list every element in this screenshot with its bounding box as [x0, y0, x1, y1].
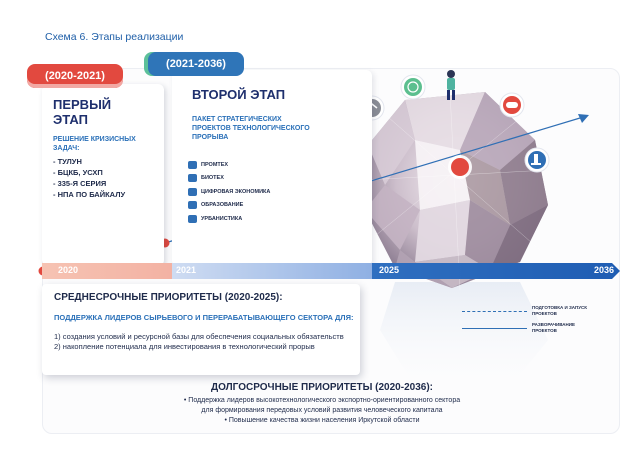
timeline-segment-second [172, 263, 372, 279]
longterm-list [0, 396, 644, 426]
bio-icon [188, 174, 197, 182]
figure-caption: Схема 6. Этапы реализации [45, 31, 184, 43]
year-label-2025: 2025 [379, 265, 400, 275]
year-label-2036: 2036 [594, 265, 615, 275]
legend-dashed-label: ПОДГОТОВКА И ЗАПУСК ПРОЕКТОВ [532, 305, 588, 316]
midterm-title: СРЕДНЕСРОЧНЫЕ ПРИОРИТЕТЫ (2020-2025): [54, 292, 283, 303]
list-item [188, 199, 270, 213]
stage2-list [188, 158, 270, 226]
stage2-badge: (2021-2036) [148, 52, 244, 76]
list-item: - БЦКБ, УСХП [53, 168, 103, 177]
list-item: - ТУЛУН [53, 157, 82, 166]
list-item [188, 172, 270, 186]
list-item [188, 185, 270, 199]
stage1-subtitle: РЕШЕНИЕ КРИЗИСНЫХ ЗАДАЧ: [53, 136, 136, 152]
list-item [188, 158, 270, 172]
list-item [188, 212, 270, 226]
year-label-2021: 2021 [176, 265, 197, 275]
list-item-label: ОБРАЗОВАНИЕ [201, 202, 244, 209]
legend-solid-label: РАЗВОРАЧИВАНИЕ ПРОЕКТОВ [532, 322, 575, 333]
list-item: • Поддержка лидеров высокотехнологического экспортно-ориентированного сектора [183, 397, 461, 404]
list-item-label: БИОТЕХ [201, 175, 224, 182]
stage1-title-line2: ЭТАП [53, 112, 88, 127]
polyhedron-icon [365, 92, 548, 290]
list-item: 1) создания условий и ресурсной базы для обеспечения социальных обязательств [54, 332, 344, 341]
stage1-title [53, 97, 153, 127]
legend-dashed-line [462, 311, 527, 312]
list-item: для формирования передовых условий развития человеческого капитала [201, 407, 443, 414]
midterm-list [54, 332, 354, 352]
education-icon [188, 201, 197, 209]
stage1-badge: (2020-2021) [27, 64, 123, 88]
list-item-label: УРБАНИСТИКА [201, 215, 243, 222]
city-icon [188, 215, 197, 223]
digital-icon [188, 188, 197, 196]
list-item: - НПА ПО БАЙКАЛУ [53, 190, 126, 199]
stage1-list [53, 156, 125, 200]
list-item-label: ЦИФРОВАЯ ЭКОНОМИКА [201, 188, 271, 195]
globe-icon [401, 75, 425, 99]
stage2-subtitle: ПАКЕТ СТРАТЕГИЧЕСКИХ ПРОЕКТОВ ТЕХНОЛОГИЧЕСКОГО ПРОРЫВА [192, 116, 310, 141]
midterm-subtitle: ПОДДЕРЖКА ЛИДЕРОВ СЫРЬЕВОГО И ПЕРЕРАБАТЫВАЮЩЕГО СЕКТОРА ДЛЯ: [54, 313, 354, 322]
stage2-title: ВТОРОЙ ЭТАП [192, 87, 286, 102]
year-label-2020: 2020 [58, 265, 79, 275]
list-item: 2) накопление потенциала для инвестирования в технологический прорыв [54, 341, 315, 351]
stage1-title-line1: ПЕРВЫЙ [53, 97, 112, 112]
list-item: - 335-Я СЕРИЯ [53, 179, 107, 188]
factory-icon [188, 161, 197, 169]
list-item: • Повышение качества жизни населения Иркутской области [224, 417, 420, 424]
list-item-label: ПРОМТЕХ [201, 161, 229, 168]
legend-solid-line [462, 328, 527, 329]
gamepad-icon [500, 93, 524, 117]
milestone-dot-center [448, 155, 472, 179]
microscope-icon [525, 148, 549, 172]
timeline-bar [42, 263, 620, 279]
longterm-title: ДОЛГОСРОЧНЫЕ ПРИОРИТЕТЫ (2020-2036): [211, 382, 433, 393]
timeline-segment-third [372, 263, 620, 279]
